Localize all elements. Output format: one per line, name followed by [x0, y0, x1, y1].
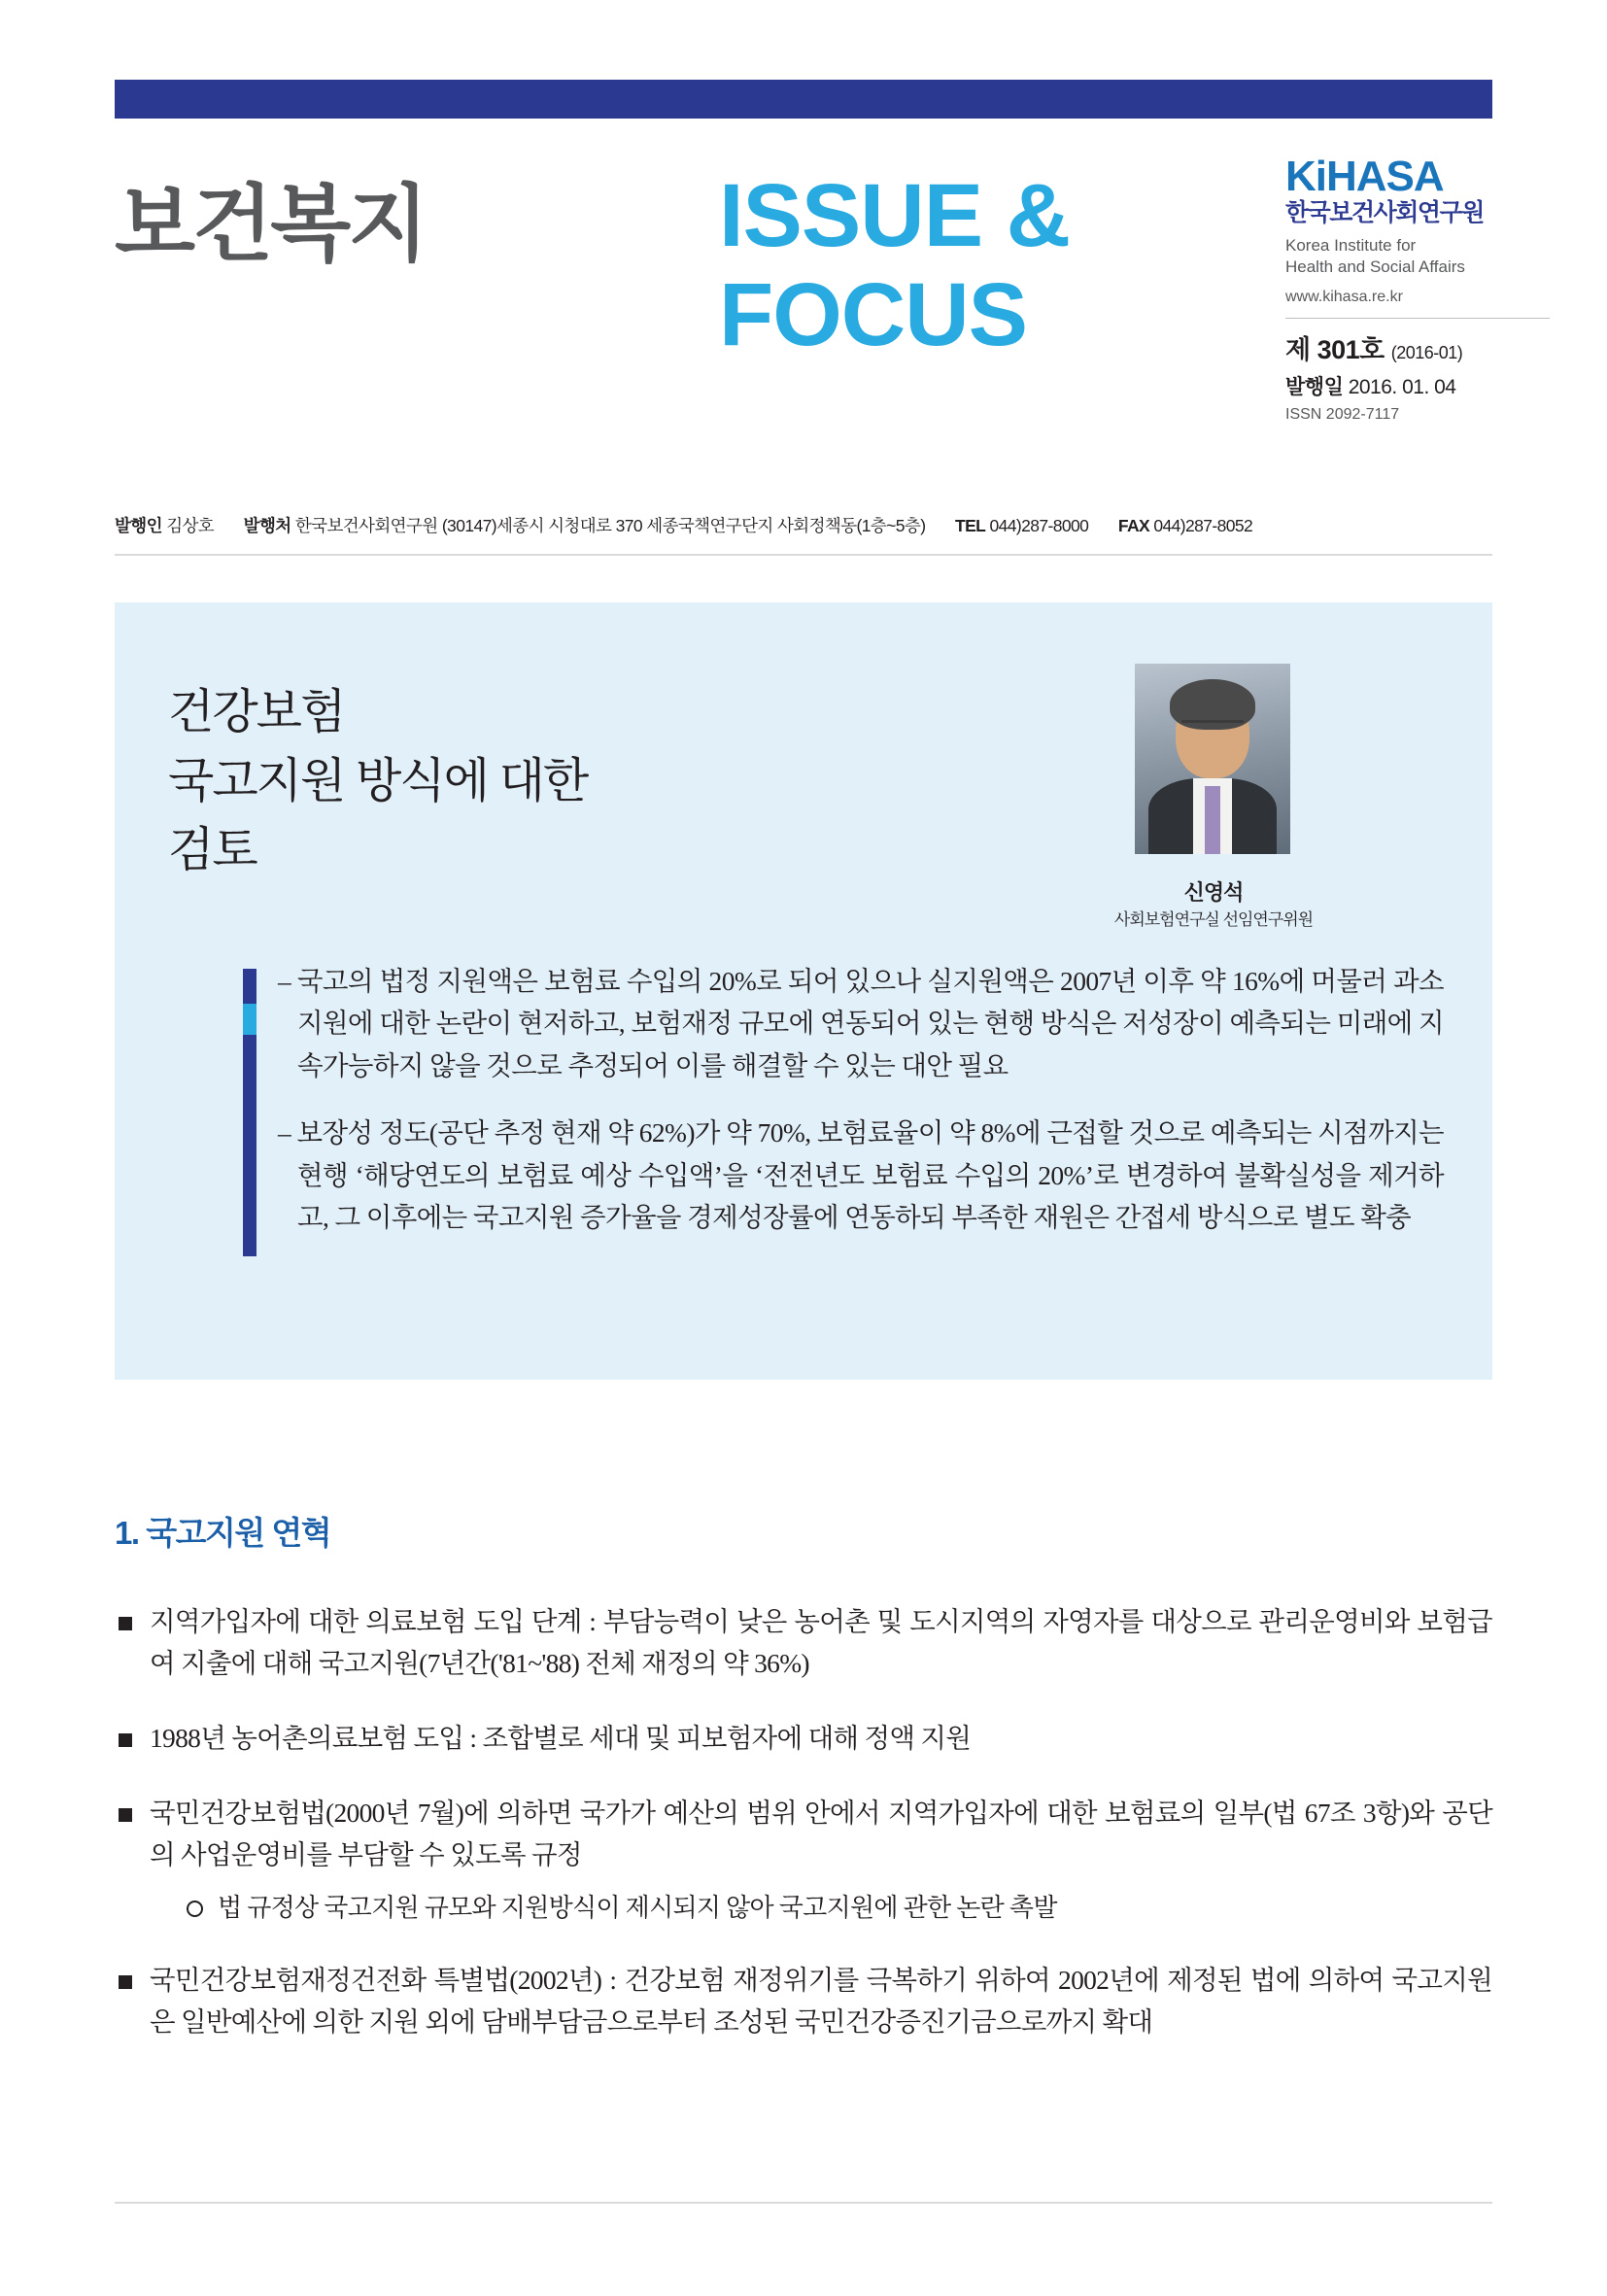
section-body [115, 1601, 1492, 2076]
masthead-title-issue: ISSUE & [719, 166, 1071, 265]
header-divider [115, 554, 1492, 556]
publisher-name: 김상호 [166, 516, 215, 535]
section-heading: 1. 국고지원 연혁 [115, 1515, 331, 1551]
tel-value: 044)287-8000 [989, 516, 1089, 535]
author-photo [1135, 664, 1290, 854]
office-label: 발행처 [243, 516, 291, 535]
publish-date-value: 2016. 01. 04 [1348, 376, 1456, 399]
publisher-line [115, 513, 1492, 537]
footer-divider [115, 2202, 1492, 2204]
list-sub-item: 법 규정상 국고지원 규모와 지원방식이 제시되지 않아 국고지원에 관한 논란 촉발 [185, 1889, 1492, 1927]
article-title-line1: 건강보험 [168, 686, 345, 738]
kihasa-logo-en [1285, 235, 1606, 280]
kihasa-logo-en-line2: Health and Social Affairs [1285, 257, 1465, 277]
tel-label: TEL [954, 516, 986, 535]
article-title [168, 678, 587, 885]
summary-points [278, 960, 1444, 1264]
summary-point: – 보장성 정도(공단 추정 현재 약 62%)가 약 70%, 보험료율이 약 8%에 근접할 것으로 예측되는 시점까지는 현행 ‘해당연도의 보험료 예상 수입액’을 ‘전전년도 보험료 수입의 20%’로 변경하여 불확실성을 제거하고, 그 이후에는 국고지원 증가율을 경제성장률에 연동하되 부족한 재원은 간접세 방식으로 별도 확충 [278, 1117, 1444, 1233]
kihasa-logo-korean: 한국보건사회연구원 [1285, 199, 1484, 226]
fax-value: 044)287-8052 [1153, 516, 1253, 535]
masthead-title-focus: FOCUS [719, 265, 1027, 364]
issn-text: ISSN 2092-7117 [1285, 406, 1400, 424]
summary-box [115, 602, 1492, 1380]
kihasa-logo-icon: KiHASA [1285, 153, 1444, 200]
issue-year-text: (2016-01) [1390, 343, 1463, 363]
masthead-title-korean: 보건복지 [115, 178, 427, 271]
issue-number-text: 제 301호 [1285, 335, 1385, 365]
summary-accent-bars [243, 969, 256, 1256]
kihasa-logo-block [1285, 155, 1606, 424]
list-item [115, 1793, 1492, 1928]
issue-number [1285, 328, 1606, 366]
author-role: 사회보험연구실 선임연구위원 [1113, 910, 1314, 929]
article-title-line2: 국고지원 방식에 대한 [168, 755, 588, 808]
list-item-text: 국민건강보험법(2000년 7월)에 의하면 국가가 예산의 범위 안에서 지역가입자에 대한 보험료의 일부(법 67조 3항)와 공단의 사업운영비를 부담할 수 있도록 규정 [150, 1797, 1492, 1869]
kihasa-website-url[interactable]: www.kihasa.re.kr [1285, 289, 1403, 306]
top-navy-bar [115, 80, 1492, 119]
logo-divider [1285, 318, 1550, 319]
fax-label: FAX [1117, 516, 1150, 535]
publish-date-label: 발행일 [1285, 376, 1344, 399]
list-item: 지역가입자에 대한 의료보험 도입 단계 : 부담능력이 낮은 농어촌 및 도시지역의 자영자를 대상으로 관리운영비와 보험급여 지출에 대해 국고지원(7년간('81~'88) 전체 재정의 약 36%) [115, 1601, 1492, 1685]
list-item: 1988년 농어촌의료보험 도입 : 조합별로 세대 및 피보험자에 대해 정액 지원 [115, 1718, 1492, 1760]
summary-point: – 국고의 법정 지원액은 보험료 수입의 20%로 되어 있으나 실지원액은 2007년 이후 약 16%에 머물러 과소지원에 대한 논란이 현저하고, 보험재정 규모에 연동되어 있는 현행 방식은 저성장이 예측되는 미래에 지속가능하지 않을 것으로 추정되어 이를 해결할 수 있는 대안 필요 [278, 966, 1444, 1080]
office-text: 한국보건사회연구원 (30147)세종시 시청대로 370 세종국책연구단지 사회정책동(1층~5층) [294, 516, 926, 535]
article-title-line3: 검토 [168, 824, 256, 877]
list-item: 국민건강보험재정건전화 특별법(2002년) : 건강보험 재정위기를 극복하기 위하여 2002년에 제정된 법에 의하여 국고지원은 일반예산에 의한 지원 외에 담배부담금으로부터 조성된 국민건강증진기금으로까지 확대 [115, 1960, 1492, 2043]
publisher-label: 발행인 [115, 516, 162, 535]
kihasa-logo-en-line1: Korea Institute for [1285, 235, 1417, 255]
author-name: 신영석 [1183, 880, 1244, 905]
masthead [115, 155, 1492, 491]
publish-date-row [1285, 371, 1606, 400]
